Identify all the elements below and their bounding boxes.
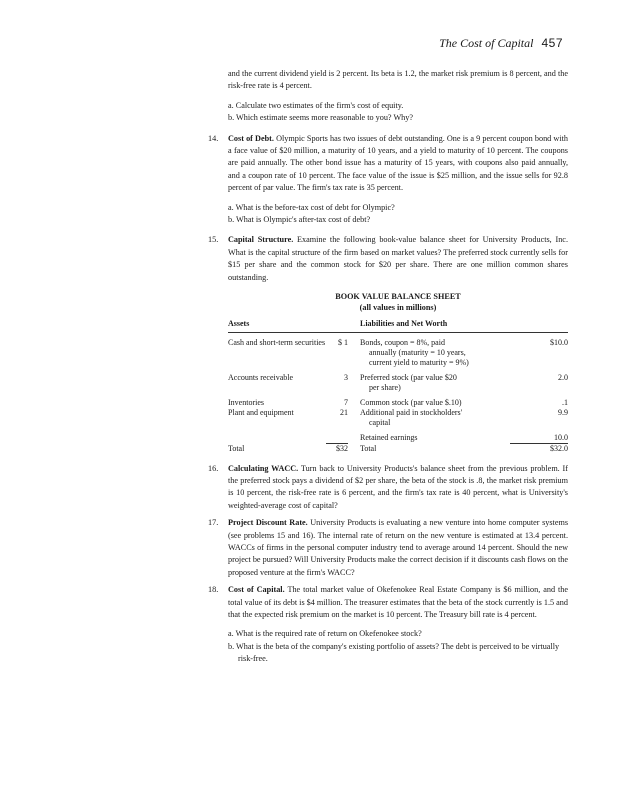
problem-number: 18. <box>208 585 219 595</box>
intro-paragraph: and the current dividend yield is 2 percent. Its beta is 1.2, the market risk premium is 8 percent, and the risk-free rate is 4 percent. <box>228 69 568 91</box>
problem-title: Calculating WACC. <box>228 463 299 473</box>
table-row: Cash and short-term securities $ 1 Bonds, coupon = 8%, paid annually (maturity = 10 years, current yield to maturity = 9%) $10.0 <box>228 337 568 368</box>
liabilities-header: Liabilities and Net Worth <box>360 319 510 332</box>
problem-number: 16. <box>208 463 219 473</box>
problem-17 <box>208 517 569 579</box>
question-a: a. What is the before-tax cost of debt for Olympic? <box>228 202 395 212</box>
intro-question-b: b. Which estimate seems more reasonable to you? Why? <box>228 113 413 123</box>
problem-text: Examine the following book-value balance sheet for University Products, Inc. What is the capital structure of the firm based on market values? The preferred stock currently sells for $15 per share and the common stock for $20 per share. There are one million common shares outstanding. <box>228 235 568 282</box>
problem-title: Cost of Debt. <box>228 133 274 143</box>
problem-title: Project Discount Rate. <box>228 518 308 528</box>
problem-number: 17. <box>208 518 219 528</box>
intro-questions <box>228 100 568 125</box>
question-b: b. What is the beta of the company's existing portfolio of assets? The debt is perceived to be virtually risk-free. <box>228 641 560 664</box>
problem-title: Capital Structure. <box>228 235 294 245</box>
balance-sheet-subtitle: (all values in millions) <box>359 303 437 313</box>
running-header <box>439 36 563 51</box>
intro-question-a: a. Calculate two estimates of the firm's cost of equity. <box>228 100 404 110</box>
table-row: Accounts receivable 3 Preferred stock (par value $20 per share) 2.0 <box>228 372 568 393</box>
page-number: 457 <box>541 36 563 50</box>
balance-sheet-table <box>228 319 568 454</box>
problem-text: Turn back to University Products's balance sheet from the previous problem. If the preferred stock pays a dividend of $2 per share, the beta of the stock is .8, the market risk premium is 10 percent, the risk-free rate is 6 percent, and the firm's tax rate is 40 percent, what is University's weighted-average cost of capital? <box>228 463 569 510</box>
chapter-title: The Cost of Capital <box>439 36 534 50</box>
problem-number: 14. <box>208 133 219 143</box>
question-a: a. What is the required rate of return on Okefenokee stock? <box>228 629 422 639</box>
question-b: b. What is Olympic's after-tax cost of debt? <box>228 215 371 225</box>
problem-text: The total market value of Okefenokee Real Estate Company is $6 million, and the total value of its debt is $4 million. The treasurer estimates that the beta of the stock currently is 1.5 and that the expected risk premium on the market is 10 percent. The Treasury bill rate is 4 percent. <box>228 585 568 620</box>
table-row: Inventories 7 Common stock (par value $.10) .1 <box>228 397 568 407</box>
problem-number: 15. <box>208 235 219 245</box>
table-row: Plant and equipment 21 Additional paid in stockholders' capital 9.9 <box>228 407 568 428</box>
problem-text: Olympic Sports has two issues of debt outstanding. One is a 9 percent coupon bond with a face value of $20 million, a maturity of 10 years, and a yield to maturity of 10 percent. The coupons are paid annually. The other bond issue has a maturity of 15 years, with coupons also paid annually, and a coupon rate of 10 percent. The face value of the issue is $25 million, and the issue sells for 92.8 percent of par value. The firm's tax rate is 35 percent. <box>228 133 568 193</box>
balance-sheet-heading: BOOK VALUE BALANCE SHEET <box>335 292 461 302</box>
problem-title: Cost of Capital. <box>228 585 285 595</box>
problem-18 <box>208 584 568 665</box>
problem-16 <box>208 463 569 513</box>
table-total-row: Total $32 Total $32.0 <box>228 443 568 454</box>
problem-14 <box>208 133 568 227</box>
assets-header: Assets <box>228 319 326 332</box>
problem-15 <box>208 234 568 284</box>
problem-text: University Products is evaluating a new venture into home computer systems (see problems 15 and 16). The internal rate of return on the new venture is estimated at 13.4 percent. WACCs of firms in the personal computer industry tend to average around 14 percent. Should the new project be pursued? Will University Products make the correct decision if it discounts cash flows on the proposed venture at the firm's WACC? <box>228 518 569 577</box>
table-header-row <box>228 319 568 332</box>
balance-sheet-title <box>228 291 568 313</box>
table-row: Retained earnings 10.0 <box>228 429 568 444</box>
page-body <box>208 68 569 674</box>
